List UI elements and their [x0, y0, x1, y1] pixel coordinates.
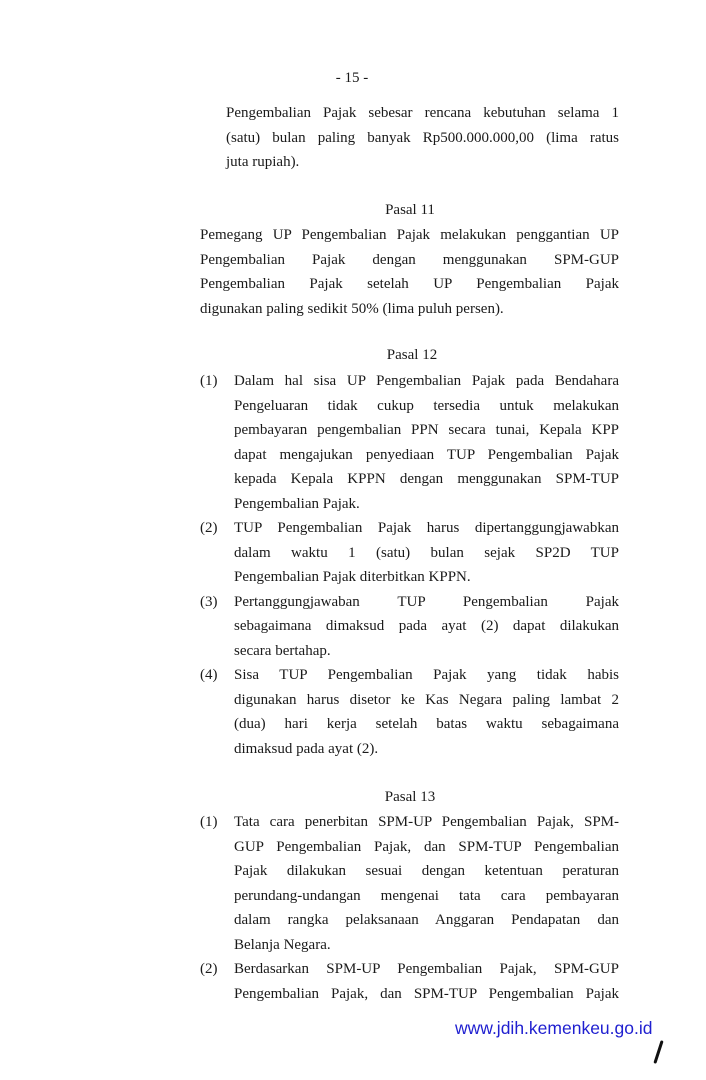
item-line: Pengembalian Pajak diterbitkan KPPN.	[234, 569, 471, 585]
item-line: (dua) hari kerja setelah batas waktu sebagaimana	[234, 716, 619, 732]
item-number: (2)	[200, 961, 218, 977]
item-number: (1)	[200, 814, 218, 830]
item-line: kepada Kepala KPPN dengan menggunakan SPM-TUP	[234, 471, 619, 487]
item-line: GUP Pengembalian Pajak, dan SPM-TUP Pengembalian	[234, 838, 619, 855]
item-number: (2)	[200, 520, 218, 536]
initial-mark	[653, 1040, 663, 1064]
paragraph-line: Pengembalian Pajak dengan menggunakan SPM-GUP	[200, 251, 619, 268]
item-line: pembayaran pengembalian PPN secara tunai, Kepala KPP	[234, 422, 619, 438]
item-line: Belanja Negara.	[234, 936, 331, 953]
item-line: Pengeluaran tidak cukup tersedia untuk melakukan	[234, 397, 619, 414]
item-line: Dalam hal sisa UP Pengembalian Pajak pada Bendahara	[234, 373, 619, 389]
item-line: Pajak dilakukan sesuai dengan ketentuan peraturan	[234, 863, 619, 879]
item-number: (4)	[200, 667, 218, 683]
paragraph-line: juta rupiah).	[226, 154, 300, 170]
paragraph-line: Pengembalian Pajak setelah UP Pengembalian Pajak	[200, 276, 619, 292]
watermark-link[interactable]: www.jdih.kemenkeu.go.id	[455, 1018, 653, 1038]
item-line: dalam rangka pelaksanaan Anggaran Pendapatan dan	[234, 912, 619, 928]
page-number: - 15 -	[335, 70, 369, 86]
item-number: (3)	[200, 593, 218, 610]
article-heading: Pasal 12	[386, 347, 438, 363]
item-line: perundang-undangan mengenai tata cara pembayaran	[234, 887, 619, 904]
item-line: Pertanggungjawaban TUP Pengembalian Pajak	[234, 593, 619, 610]
paragraph-line: Pemegang UP Pengembalian Pajak melakukan penggantian UP	[200, 227, 619, 243]
item-line: dalam waktu 1 (satu) bulan sejak SP2D TUP	[234, 544, 619, 561]
paragraph-line: Pengembalian Pajak sebesar rencana kebutuhan selama 1	[226, 105, 619, 121]
item-line: dapat mengajukan penyediaan TUP Pengembalian Pajak	[234, 446, 619, 463]
item-line: TUP Pengembalian Pajak harus dipertanggungjawabkan	[234, 520, 619, 536]
item-line: Sisa TUP Pengembalian Pajak yang tidak habis	[234, 667, 619, 683]
article-heading: Pasal 11	[385, 202, 435, 218]
item-line: Tata cara penerbitan SPM-UP Pengembalian Pajak, SPM-	[234, 814, 619, 830]
item-line: dimaksud pada ayat (2).	[234, 740, 379, 757]
item-line: Pengembalian Pajak.	[234, 495, 360, 512]
item-line: Pengembalian Pajak, dan SPM-TUP Pengembalian Pajak	[234, 985, 619, 1002]
item-line: secara bertahap.	[234, 642, 331, 659]
item-line: digunakan harus disetor ke Kas Negara paling lambat 2	[234, 691, 619, 708]
item-line: Berdasarkan SPM-UP Pengembalian Pajak, SPM-GUP	[234, 961, 619, 977]
item-number: (1)	[200, 373, 218, 389]
article-heading: Pasal 13	[384, 789, 436, 805]
item-line: sebagaimana dimaksud pada ayat (2) dapat dilakukan	[234, 618, 619, 634]
paragraph-line: (satu) bulan paling banyak Rp500.000.000,00 (lima ratus	[226, 129, 619, 146]
paragraph-line: digunakan paling sedikit 50% (lima puluh persen).	[200, 300, 504, 317]
